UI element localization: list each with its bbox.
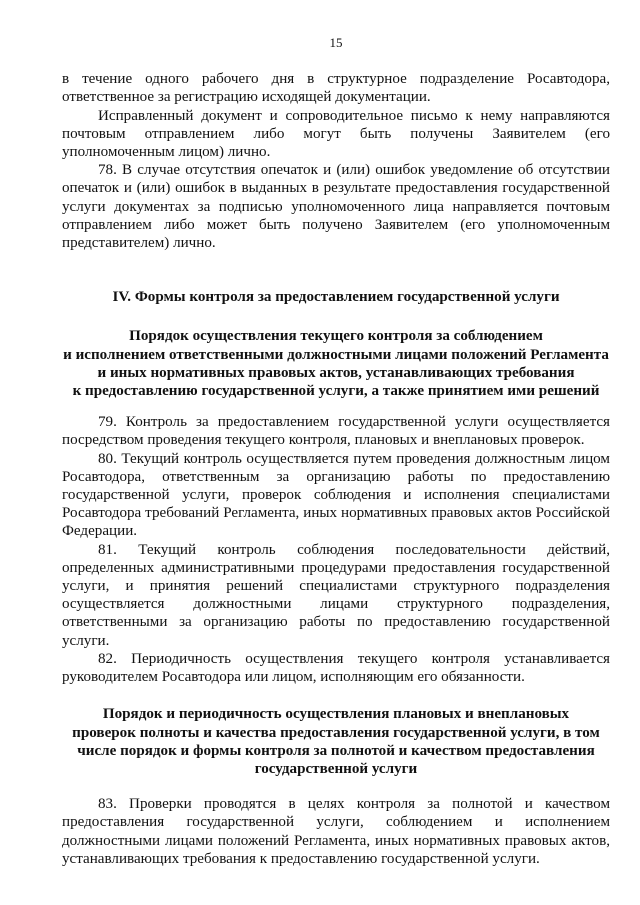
paragraph-79: 79. Контроль за предоставлением государственной услуги осуществляется посредством проведения текущего контроля, плановых и внеплановых проверок. — [62, 414, 610, 449]
subsection-title-line: проверок полноты и качества предоставления государственной услуги, в том — [72, 724, 600, 741]
paragraph-81: 81. Текущий контроль соблюдения последовательности действий, определенных административными процедурами предоставления государственной услуги, и принятия решений специалистами структурного подразделения осуществляется должностными лицами структурного подразделения, ответственными за организацию работы по предоставлению государственной услуги. — [62, 541, 610, 649]
subsection-title-inspections — [62, 705, 610, 778]
paragraph: в течение одного рабочего дня в структурное подразделение Росавтодора, ответственное за регистрацию исходящей документации. — [62, 71, 610, 106]
subsection-title-line: Порядок осуществления текущего контроля за соблюдением — [129, 328, 543, 345]
paragraph-80: 80. Текущий контроль осуществляется путем проведения должностным лицом Росавтодора, ответственным за организацию работы по предоставлению государственной услуги, проверок соблюдения и исполнения специалистами Росавтодора требований Регламента, иных нормативных правовых актов Российской Федерации. — [62, 450, 610, 540]
subsection-title-line: и исполнением ответственными должностными лицами положений Регламента — [63, 346, 609, 363]
page-number: 15 — [329, 35, 343, 50]
subsection-title-line: к предоставлению государственной услуги, а также принятием ими решений — [72, 383, 600, 400]
paragraph-82: 82. Периодичность осуществления текущего контроля устанавливается руководителем Росавтодора или лицом, исполняющим его обязанности. — [62, 650, 610, 686]
subsection-title-line: Порядок и периодичность осуществления плановых и внеплановых — [102, 706, 570, 723]
subsection-title-line: числе порядок и формы контроля за полнотой и качеством предоставления — [77, 742, 595, 759]
subsection-title-current-control — [62, 327, 610, 400]
paragraph: Исправленный документ и сопроводительное письмо к нему направляются почтовым отправлением либо могут быть получены Заявителем (его уполномоченным лицом) лично. — [62, 107, 610, 161]
document-page — [62, 34, 610, 868]
paragraph-78: 78. В случае отсутствия опечаток и (или) ошибок уведомление об отсутствии опечаток и (или) ошибок в выданных в результате предоставления государственной услуги документах за подписью уполномоченного лица направляется почтовым отправлением либо может быть получено Заявителем (его уполномоченным представителем) лично. — [62, 162, 610, 252]
subsection-title-line: и иных нормативных правовых актов, устанавливающих требования — [97, 364, 575, 381]
paragraph-83: 83. Проверки проводятся в целях контроля за полнотой и качеством предоставления государственной услуги, соблюдением и исполнением должностными лицами положений Регламента, иных нормативных правовых актов, устанавливающих требования к предоставлению государственной услуги. — [62, 796, 610, 867]
section-title: IV. Формы контроля за предоставлением государственной услуги — [112, 289, 560, 306]
subsection-title-line: государственной услуги — [254, 760, 418, 777]
